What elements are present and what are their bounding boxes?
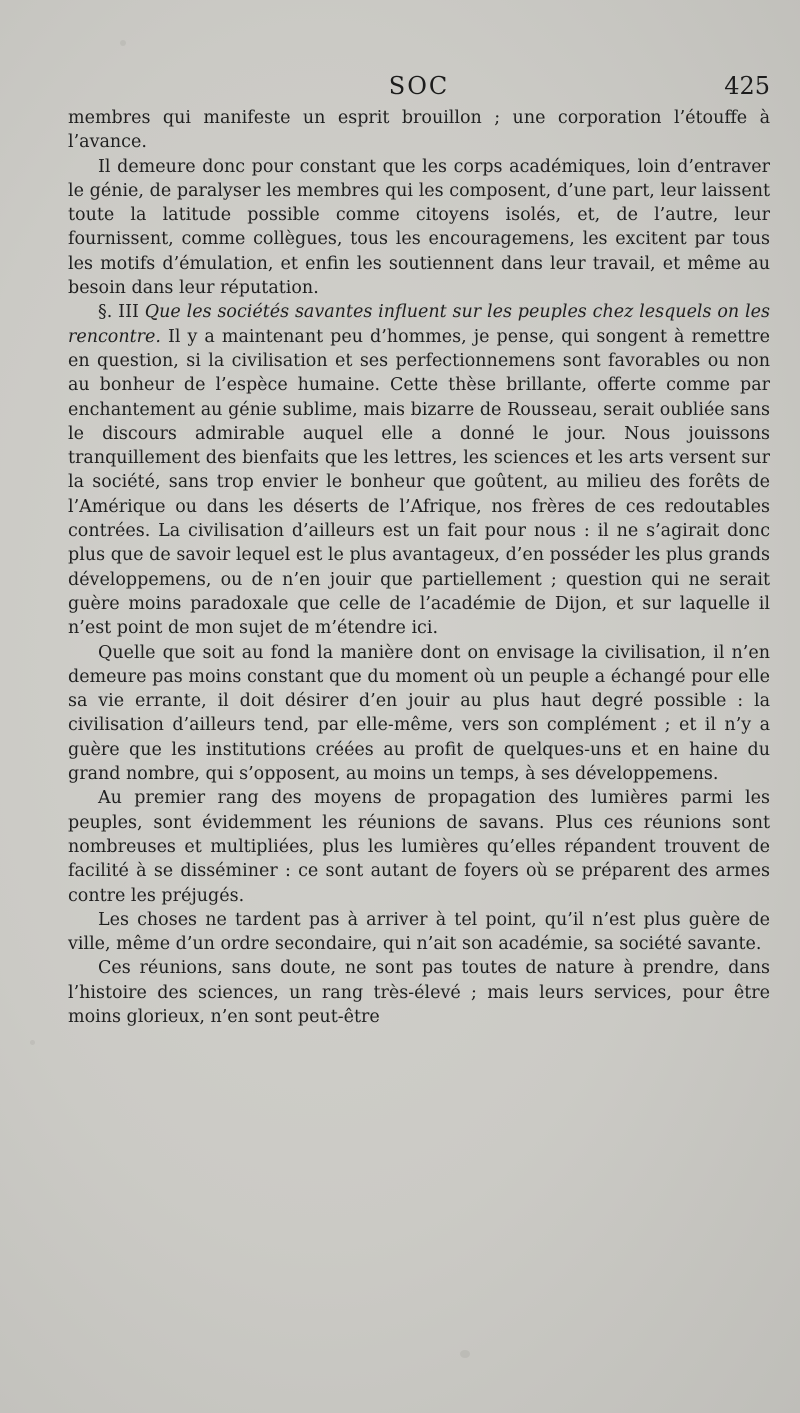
paragraph-text: Quelle que soit au fond la manière dont on envisage la civilisation, il n’en demeure pas moins constant que du moment où un peuple a échangé pour elle sa vie errante, il doit désirer d’en jouir au plus haut degré possible : la civilisation d’ailleurs tend, par elle-même, vers son complément ; et il n’y a guère que les institutions créées au profit de quelques-uns et en haine du grand nombre, qui s’opposent, au moins un temps, à ses développemens. bbox=[68, 642, 770, 785]
paper-stain bbox=[120, 40, 126, 46]
paper-stain bbox=[460, 1350, 470, 1358]
paragraph-text: Les choses ne tardent pas à arriver à tel point, qu’il n’est plus guère de ville, même d’un ordre secondaire, qui n’ait son académie, sa société savante. bbox=[68, 909, 770, 955]
paragraph-text: Ces réunions, sans doute, ne sont pas toutes de nature à prendre, dans l’histoire des sciences, un rang très-élevé ; mais leurs services, pour être moins glorieux, n’en sont peut-être bbox=[68, 958, 770, 1027]
paragraph bbox=[68, 786, 770, 907]
paragraph-text: Au premier rang des moyens de propagation des lumières parmi les peuples, sont évidemment les réunions de savans. Plus ces réunions sont nombreuses et multipliées, plus les lumières qu’elles répandent trouvent de facilité à se disséminer : ce sont autant de foyers où se préparent des armes contre les préjugés. bbox=[68, 788, 770, 906]
paragraph-text: Il y a maintenant peu d’hommes, je pense, qui songent à remettre en question, si la civilisation et ses perfectionnemens sont favorables ou non au bonheur de l’espèce humaine. Cette thèse brillante, offerte comme par enchantement au génie sublime, mais bizarre de Rousseau, serait oubliée sans le discours admirable auquel elle a donné le jour. Nous jouissons tranquillement des bienfaits que les lettres, les sciences et les arts versent sur la société, sans trop envier le bonheur que goûtent, au milieu des forêts de l’Amérique ou dans les déserts de l’Afrique, nos frères de ces redoutables contrées. La civilisation d’ailleurs est un fait pour nous : il ne s’agirait donc plus que de savoir lequel est le plus avantageux, d’en posséder les plus grands développemens, ou de n’en jouir que partiellement ; question qui ne serait guère moins paradoxale que celle de l’académie de Dijon, et sur laquelle il n’est point de mon sujet de m’étendre ici. bbox=[68, 326, 770, 639]
section-number: §. III bbox=[98, 302, 139, 323]
paragraph bbox=[68, 155, 770, 301]
page-header bbox=[68, 66, 770, 106]
section-paragraph bbox=[68, 300, 770, 640]
paragraph bbox=[68, 956, 770, 1029]
paper-stain bbox=[30, 1040, 35, 1045]
paragraph-text: membres qui manifeste un esprit brouillon ; une corporation l’étouffe à l’avance. bbox=[68, 108, 770, 153]
paragraph-text: Il demeure donc pour constant que les corps académiques, loin d’entraver le génie, de paralyser les membres qui les composent, d’une part, leur laissent toute la latitude possible comme citoyens isolés, et, de l’autre, leur fournissent, comme collègues, tous les encouragemens, les excitent par tous les motifs d’émulation, et enfin les soutiennent dans leur travail, et même au besoin dans leur réputation. bbox=[68, 156, 770, 299]
running-head: SOC bbox=[388, 72, 450, 100]
paragraph bbox=[68, 106, 770, 155]
page-number: 425 bbox=[724, 72, 770, 100]
paragraph bbox=[68, 908, 770, 957]
section-heading: Que les sociétés savantes influent sur les peuples chez lesquels on les rencontre. bbox=[68, 302, 770, 347]
paragraph bbox=[68, 641, 770, 787]
body-text bbox=[68, 106, 770, 1029]
